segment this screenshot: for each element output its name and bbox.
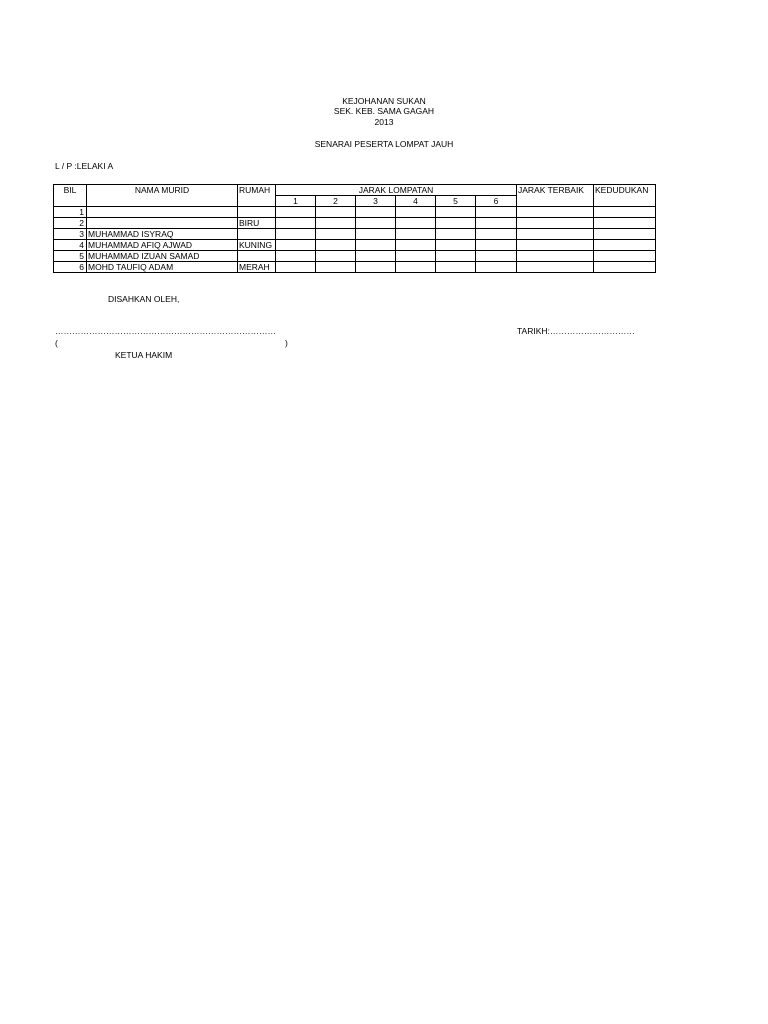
attempt-number: 2 [316,196,356,207]
attempt-number: 3 [356,196,396,207]
attempt-cell [316,207,356,218]
attempt-cell [356,240,396,251]
category-label: L / P :LELAKI A [55,161,114,171]
attempt-cell [476,218,517,229]
attempt-cell [276,207,316,218]
attempt-cell [316,218,356,229]
house-name [238,207,276,218]
student-name: MUHAMMAD IZUAN SAMAD [87,251,238,262]
attempt-number: 5 [436,196,476,207]
attempt-cell [276,240,316,251]
participant-table [53,184,656,273]
attempt-cell [436,240,476,251]
school-name: SEK. KEB. SAMA GAGAH [333,106,435,116]
best-distance-cell [517,251,594,262]
attempt-cell [356,207,396,218]
table-row [54,207,656,218]
attempt-cell [276,262,316,273]
header-row [54,185,656,196]
attempt-cell [356,251,396,262]
table-row [54,218,656,229]
attempt-number: 4 [396,196,436,207]
attempt-cell [276,218,316,229]
attempt-number: 6 [476,196,517,207]
row-number: 4 [54,240,87,251]
event-title: KEJOHANAN SUKAN [342,96,426,106]
attempt-cell [396,262,436,273]
student-name: MUHAMMAD AFIQ AJWAD [87,240,238,251]
header-rumah: RUMAH [238,185,276,207]
attempt-cell [356,229,396,240]
position-cell [594,207,656,218]
student-name [87,207,238,218]
signature-line: …………………………………………………………………… [55,326,276,336]
best-distance-cell [517,207,594,218]
attempt-cell [316,262,356,273]
attempt-cell [396,218,436,229]
attempt-cell [316,229,356,240]
row-number: 5 [54,251,87,262]
best-distance-cell [517,262,594,273]
row-number: 3 [54,229,87,240]
attempt-cell [276,229,316,240]
house-name: KUNING [238,240,276,251]
house-name [238,251,276,262]
best-distance-cell [517,218,594,229]
header-bil: BIL [54,185,87,207]
position-cell [594,218,656,229]
row-number: 1 [54,207,87,218]
attempt-cell [476,229,517,240]
attempt-cell [396,229,436,240]
student-name: MOHD TAUFIQ ADAM [87,262,238,273]
attempt-cell [436,207,476,218]
attempt-cell [476,240,517,251]
student-name: MUHAMMAD ISYRAQ [87,229,238,240]
table-row [54,262,656,273]
attempt-number: 1 [276,196,316,207]
attempt-cell [356,262,396,273]
header-nama-murid: NAMA MURID [87,185,238,207]
header-kedudukan: KEDUDUKAN [594,185,656,207]
document-subtitle: SENARAI PESERTA LOMPAT JAUH [314,139,454,149]
attempt-cell [316,240,356,251]
approved-by-label: DISAHKAN OLEH, [108,294,180,304]
house-name: MERAH [238,262,276,273]
header-jarak-terbaik: JARAK TERBAIK [517,185,594,207]
attempt-cell [436,251,476,262]
row-number: 6 [54,262,87,273]
attempt-cell [396,207,436,218]
table-row [54,251,656,262]
attempt-cell [476,251,517,262]
header-jarak-lompatan: JARAK LOMPATAN [276,185,517,196]
bracket-open: ( [55,338,58,348]
attempt-cell [476,207,517,218]
bracket-close: ) [285,338,288,348]
attempt-cell [316,251,356,262]
position-cell [594,251,656,262]
best-distance-cell [517,240,594,251]
attempt-cell [396,240,436,251]
student-name [87,218,238,229]
table-row [54,229,656,240]
best-distance-cell [517,229,594,240]
position-cell [594,240,656,251]
attempt-cell [276,251,316,262]
attempt-cell [356,218,396,229]
position-cell [594,229,656,240]
position-cell [594,262,656,273]
chief-judge-label: KETUA HAKIM [115,350,173,360]
attempt-cell [396,251,436,262]
attempt-cell [436,229,476,240]
attempt-cell [476,262,517,273]
house-name [238,229,276,240]
table-row [54,240,656,251]
attempt-cell [436,218,476,229]
row-number: 2 [54,218,87,229]
house-name: BIRU [238,218,276,229]
event-year: 2013 [374,117,394,127]
date-field: TARIKH:………………………… [517,326,635,336]
attempt-cell [436,262,476,273]
